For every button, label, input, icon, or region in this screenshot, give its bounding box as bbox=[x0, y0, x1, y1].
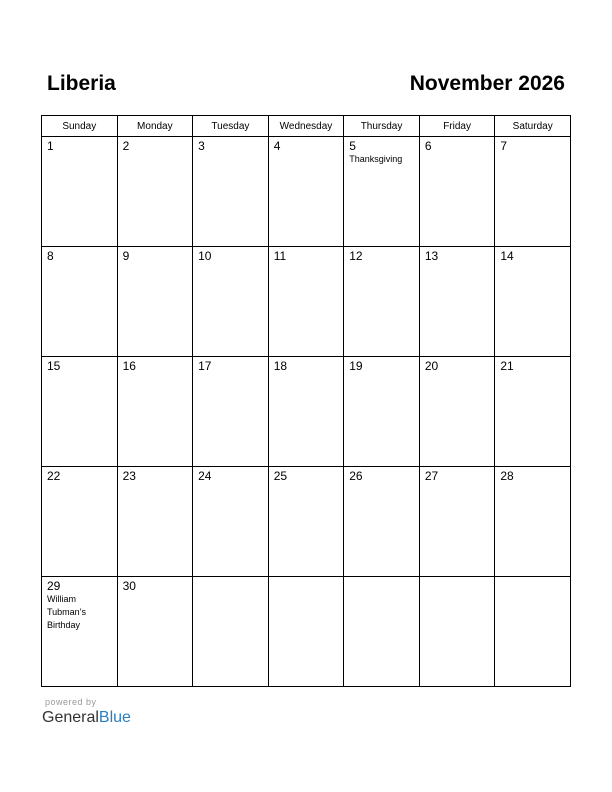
day-number: 26 bbox=[349, 469, 363, 483]
day-number: 28 bbox=[500, 469, 514, 483]
day-cell bbox=[117, 137, 193, 247]
day-cell bbox=[344, 467, 420, 577]
day-cell bbox=[344, 357, 420, 467]
day-cell bbox=[344, 247, 420, 357]
weekday-header: Tuesday bbox=[193, 116, 269, 137]
day-cell bbox=[495, 137, 571, 247]
calendar-month-title: November 2026 bbox=[409, 72, 565, 95]
day-cell bbox=[268, 357, 344, 467]
holiday-label: William Tubman’s Birthday bbox=[47, 594, 87, 630]
day-cell bbox=[419, 247, 495, 357]
logo-text-blue: Blue bbox=[98, 709, 131, 726]
day-cell bbox=[495, 357, 571, 467]
day-cell bbox=[193, 357, 269, 467]
day-cell bbox=[268, 467, 344, 577]
day-number: 13 bbox=[424, 249, 439, 263]
calendar-country-title: Liberia bbox=[47, 72, 116, 95]
day-number: 9 bbox=[122, 249, 130, 263]
day-number: 14 bbox=[500, 249, 514, 263]
day-cell bbox=[42, 577, 118, 687]
day-number: 21 bbox=[500, 359, 514, 373]
week-row bbox=[42, 247, 571, 357]
week-row bbox=[42, 137, 571, 247]
day-number: 16 bbox=[122, 359, 136, 373]
powered-by-text: powered by bbox=[45, 697, 97, 707]
day-number: 27 bbox=[424, 469, 439, 483]
day-cell-empty bbox=[268, 577, 344, 687]
day-cell bbox=[42, 137, 118, 247]
day-cell bbox=[495, 247, 571, 357]
holiday-label: Thanksgiving bbox=[349, 154, 403, 164]
calendar-grid bbox=[41, 115, 571, 687]
day-number: 15 bbox=[47, 359, 61, 373]
day-cell bbox=[42, 467, 118, 577]
week-row bbox=[42, 577, 571, 687]
day-cell bbox=[42, 357, 118, 467]
day-number: 20 bbox=[424, 359, 439, 373]
logo-text-general: General bbox=[42, 709, 99, 726]
day-number: 29 bbox=[47, 579, 61, 593]
day-number: 12 bbox=[349, 249, 363, 263]
day-cell bbox=[344, 137, 420, 247]
day-number: 8 bbox=[47, 249, 54, 263]
day-cell bbox=[117, 247, 193, 357]
day-cell bbox=[193, 247, 269, 357]
day-number: 7 bbox=[500, 139, 508, 153]
day-number: 1 bbox=[47, 139, 54, 153]
weekday-header-row bbox=[42, 116, 571, 137]
day-number bbox=[495, 577, 570, 580]
weekday-header: Friday bbox=[419, 116, 495, 137]
day-number: 18 bbox=[273, 359, 288, 373]
day-number: 4 bbox=[273, 139, 281, 153]
day-number: 24 bbox=[198, 469, 212, 483]
day-number bbox=[269, 577, 344, 580]
day-number: 10 bbox=[198, 249, 212, 263]
day-number: 5 bbox=[349, 139, 356, 153]
day-cell bbox=[268, 247, 344, 357]
generalblue-logo[interactable] bbox=[42, 708, 131, 728]
day-cell bbox=[495, 467, 571, 577]
day-cell bbox=[117, 467, 193, 577]
day-cell bbox=[419, 137, 495, 247]
week-row bbox=[42, 467, 571, 577]
day-cell bbox=[419, 357, 495, 467]
day-number: 30 bbox=[122, 579, 136, 593]
day-cell bbox=[419, 467, 495, 577]
day-number: 17 bbox=[198, 359, 212, 373]
day-cell bbox=[193, 467, 269, 577]
day-number: 3 bbox=[198, 139, 205, 153]
day-number: 23 bbox=[122, 469, 136, 483]
week-row bbox=[42, 357, 571, 467]
day-number: 22 bbox=[47, 469, 61, 483]
day-cell-empty bbox=[344, 577, 420, 687]
weekday-header: Wednesday bbox=[268, 116, 344, 137]
day-number: 11 bbox=[273, 249, 287, 263]
weekday-header: Thursday bbox=[344, 116, 420, 137]
day-number: 25 bbox=[273, 469, 288, 483]
day-cell bbox=[193, 137, 269, 247]
day-cell bbox=[268, 137, 344, 247]
day-number: 2 bbox=[122, 139, 130, 153]
day-number bbox=[344, 577, 419, 580]
weekday-header: Monday bbox=[117, 116, 193, 137]
day-cell bbox=[42, 247, 118, 357]
day-cell-empty bbox=[495, 577, 571, 687]
day-cell-empty bbox=[419, 577, 495, 687]
day-number: 6 bbox=[424, 139, 432, 153]
day-cell bbox=[117, 577, 193, 687]
day-cell bbox=[117, 357, 193, 467]
day-cell-empty bbox=[193, 577, 269, 687]
weekday-header: Sunday bbox=[42, 116, 118, 137]
day-number: 19 bbox=[349, 359, 363, 373]
day-number bbox=[420, 577, 495, 580]
day-number bbox=[193, 577, 268, 580]
weekday-header: Saturday bbox=[495, 116, 571, 137]
